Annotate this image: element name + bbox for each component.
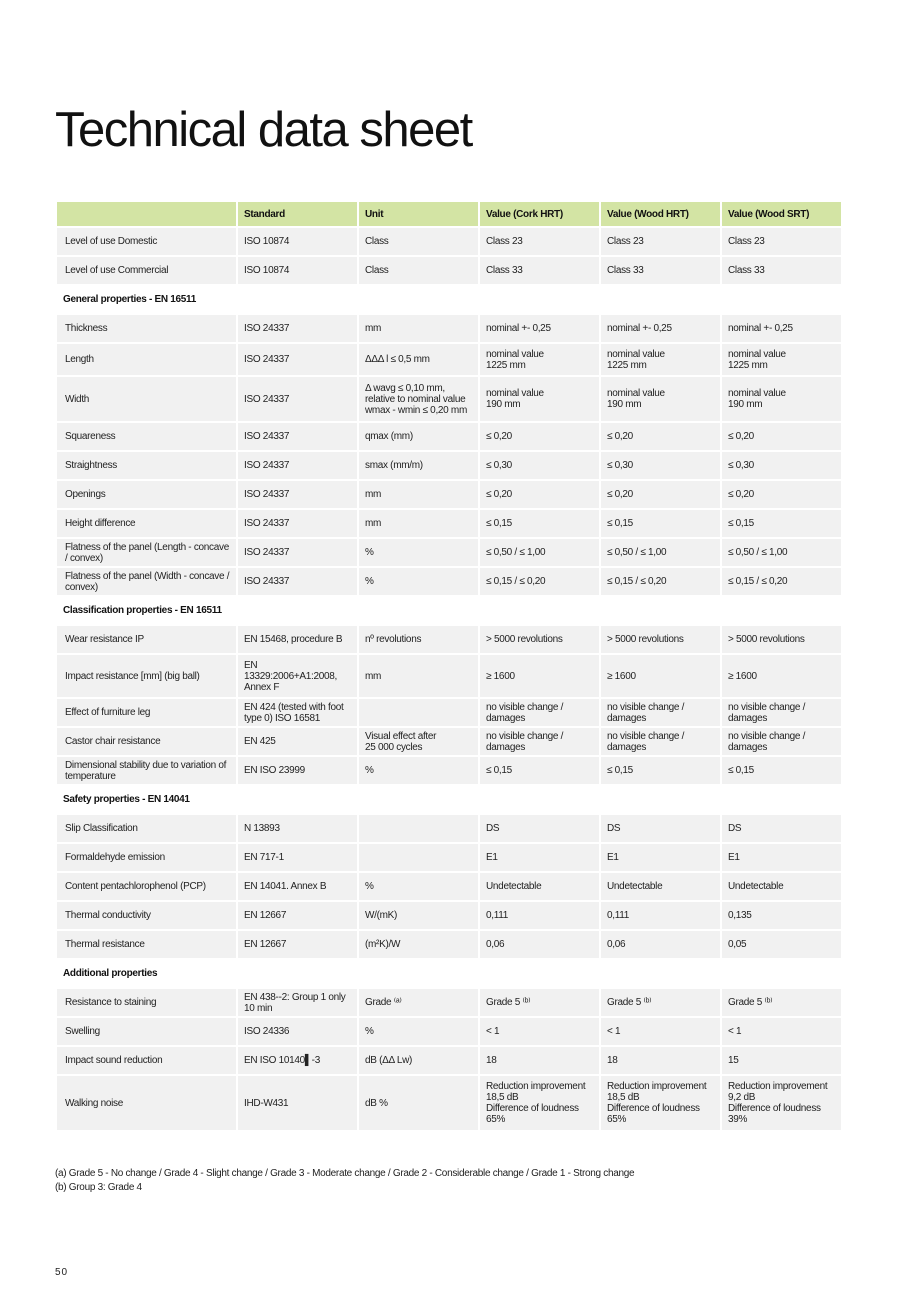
cell-unit: dB (ΔΔ Lw)	[359, 1047, 478, 1074]
cell-wood-hrt: no visible change / damages	[601, 728, 720, 755]
cell-property: Castor chair resistance	[57, 728, 236, 755]
cell-wood-hrt: ≤ 0,20	[601, 481, 720, 508]
cell-wood-srt: ≤ 0,15	[722, 510, 841, 537]
table-row	[57, 873, 841, 900]
cell-property: Flatness of the panel (Length - concave / convex)	[57, 539, 236, 566]
cell-standard: ISO 24336	[238, 1018, 357, 1045]
section-header	[57, 597, 841, 624]
cell-wood-hrt: ≤ 0,30	[601, 452, 720, 479]
cell-standard: ISO 24337	[238, 452, 357, 479]
table-row	[57, 539, 841, 566]
cell-unit: W/(mK)	[359, 902, 478, 929]
cell-property: Flatness of the panel (Width - concave / convex)	[57, 568, 236, 595]
cell-wood-srt: nominal value 190 mm	[722, 377, 841, 421]
cell-unit: mm	[359, 510, 478, 537]
header-cell-property	[57, 202, 236, 226]
footnote-a: (a) Grade 5 - No change / Grade 4 - Slight change / Grade 3 - Moderate change / Grade 2 - Considerable change / Grade 1 - Strong change	[55, 1168, 635, 1179]
cell-property: Impact sound reduction	[57, 1047, 236, 1074]
cell-cork-hrt: nominal value 190 mm	[480, 377, 599, 421]
cell-unit: (m²K)/W	[359, 931, 478, 958]
cell-cork-hrt: ≥ 1600	[480, 655, 599, 697]
cell-wood-srt: DS	[722, 815, 841, 842]
cell-property: Wear resistance IP	[57, 626, 236, 653]
cell-property: Openings	[57, 481, 236, 508]
cell-wood-hrt: > 5000 revolutions	[601, 626, 720, 653]
cell-wood-hrt: ≥ 1600	[601, 655, 720, 697]
cell-unit: %	[359, 539, 478, 566]
table-row	[57, 452, 841, 479]
cell-property: Slip Classification	[57, 815, 236, 842]
cell-unit: nº revolutions	[359, 626, 478, 653]
cell-cork-hrt: 0,111	[480, 902, 599, 929]
cell-cork-hrt: ≤ 0,15	[480, 757, 599, 784]
section-title: General properties - EN 16511	[63, 294, 197, 305]
cell-wood-srt: ≤ 0,20	[722, 481, 841, 508]
cell-standard: EN 425	[238, 728, 357, 755]
cell-wood-srt: < 1	[722, 1018, 841, 1045]
table-row	[57, 344, 841, 375]
cell-standard: EN 13329:2006+A1:2008, Annex F	[238, 655, 357, 697]
cell-wood-srt: ≥ 1600	[722, 655, 841, 697]
cell-wood-hrt: 0,06	[601, 931, 720, 958]
cell-wood-srt: no visible change / damages	[722, 699, 841, 726]
table-row	[57, 228, 841, 255]
table-row	[57, 1047, 841, 1074]
cell-wood-srt: 0,135	[722, 902, 841, 929]
section-header	[57, 960, 841, 987]
cell-standard: ISO 24337	[238, 568, 357, 595]
table-row	[57, 481, 841, 508]
footnotes	[55, 1167, 634, 1195]
cell-cork-hrt: 0,06	[480, 931, 599, 958]
cell-cork-hrt: Grade 5 ⁽ᵇ⁾	[480, 989, 599, 1016]
cell-cork-hrt: ≤ 0,20	[480, 481, 599, 508]
cell-wood-hrt: ≤ 0,20	[601, 423, 720, 450]
cell-standard: ISO 10874	[238, 228, 357, 255]
cell-cork-hrt: nominal +- 0,25	[480, 315, 599, 342]
cell-cork-hrt: ≤ 0,30	[480, 452, 599, 479]
table-row	[57, 626, 841, 653]
cell-property: Straightness	[57, 452, 236, 479]
cell-unit: Class	[359, 228, 478, 255]
cell-unit	[359, 844, 478, 871]
cell-property: Squareness	[57, 423, 236, 450]
section-header	[57, 286, 841, 313]
cell-standard: ISO 24337	[238, 344, 357, 375]
cell-cork-hrt: ≤ 0,15 / ≤ 0,20	[480, 568, 599, 595]
table-row	[57, 699, 841, 726]
cell-property: Swelling	[57, 1018, 236, 1045]
cell-wood-hrt: 0,111	[601, 902, 720, 929]
cell-standard: ISO 24337	[238, 423, 357, 450]
cell-wood-srt: ≤ 0,20	[722, 423, 841, 450]
cell-cork-hrt: no visible change / damages	[480, 728, 599, 755]
header-cell-wood-srt: Value (Wood SRT)	[722, 202, 841, 226]
cell-unit: %	[359, 568, 478, 595]
cell-standard: N 13893	[238, 815, 357, 842]
table-body	[57, 202, 841, 1130]
table-row	[57, 510, 841, 537]
cell-unit: qmax (mm)	[359, 423, 478, 450]
cell-standard: EN 424 (tested with foot type 0) ISO 16581	[238, 699, 357, 726]
technical-data-table	[55, 200, 843, 1132]
cell-cork-hrt: Reduction improvement 18,5 dB Difference of loudness 65%	[480, 1076, 599, 1130]
table-row	[57, 815, 841, 842]
cell-wood-hrt: no visible change / damages	[601, 699, 720, 726]
cell-unit: mm	[359, 655, 478, 697]
table-row	[57, 1018, 841, 1045]
table-row	[57, 989, 841, 1016]
cell-cork-hrt: E1	[480, 844, 599, 871]
section-title: Additional properties	[63, 968, 158, 979]
cell-cork-hrt: Class 33	[480, 257, 599, 284]
cell-property: Thickness	[57, 315, 236, 342]
cell-wood-hrt: nominal value 1225 mm	[601, 344, 720, 375]
cell-standard: IHD-W431	[238, 1076, 357, 1130]
cell-unit: Grade ⁽ᵃ⁾	[359, 989, 478, 1016]
table-row	[57, 728, 841, 755]
cell-wood-hrt: ≤ 0,50 / ≤ 1,00	[601, 539, 720, 566]
cell-wood-srt: nominal value 1225 mm	[722, 344, 841, 375]
page-number: 50	[55, 1267, 69, 1278]
cell-unit: Visual effect after 25 000 cycles	[359, 728, 478, 755]
cell-property: Effect of furniture leg	[57, 699, 236, 726]
cell-wood-hrt: Undetectable	[601, 873, 720, 900]
cell-cork-hrt: Undetectable	[480, 873, 599, 900]
cell-property: Thermal resistance	[57, 931, 236, 958]
table-row	[57, 844, 841, 871]
cell-cork-hrt: ≤ 0,20	[480, 423, 599, 450]
cell-standard: EN 717-1	[238, 844, 357, 871]
cell-wood-hrt: E1	[601, 844, 720, 871]
cell-unit: mm	[359, 481, 478, 508]
cell-wood-srt: > 5000 revolutions	[722, 626, 841, 653]
section-title: Safety properties - EN 14041	[63, 794, 190, 805]
cell-wood-srt: ≤ 0,15	[722, 757, 841, 784]
cell-wood-srt: ≤ 0,50 / ≤ 1,00	[722, 539, 841, 566]
cell-wood-srt: Class 33	[722, 257, 841, 284]
cell-unit: dB %	[359, 1076, 478, 1130]
cell-wood-hrt: ≤ 0,15	[601, 510, 720, 537]
cell-wood-hrt: Class 33	[601, 257, 720, 284]
cell-cork-hrt: DS	[480, 815, 599, 842]
table-row	[57, 315, 841, 342]
page-title: Technical data sheet	[55, 103, 472, 157]
cell-wood-srt: no visible change / damages	[722, 728, 841, 755]
header-cell-cork-hrt: Value (Cork HRT)	[480, 202, 599, 226]
cell-unit: smax (mm/m)	[359, 452, 478, 479]
cell-standard: EN ISO 10140▌-3	[238, 1047, 357, 1074]
cell-unit: mm	[359, 315, 478, 342]
section-title: Classification properties - EN 16511	[63, 605, 222, 616]
cell-standard: EN ISO 23999	[238, 757, 357, 784]
cell-unit: %	[359, 873, 478, 900]
cell-standard: ISO 24337	[238, 539, 357, 566]
cell-standard: EN 438--2: Group 1 only 10 min	[238, 989, 357, 1016]
header-cell-wood-hrt: Value (Wood HRT)	[601, 202, 720, 226]
cell-cork-hrt: < 1	[480, 1018, 599, 1045]
cell-wood-srt: nominal +- 0,25	[722, 315, 841, 342]
cell-standard: EN 15468, procedure B	[238, 626, 357, 653]
cell-property: Impact resistance [mm] (big ball)	[57, 655, 236, 697]
cell-wood-srt: ≤ 0,30	[722, 452, 841, 479]
cell-property: Walking noise	[57, 1076, 236, 1130]
cell-cork-hrt: ≤ 0,50 / ≤ 1,00	[480, 539, 599, 566]
table-row	[57, 257, 841, 284]
cell-standard: EN 12667	[238, 931, 357, 958]
footnote-b: (b) Group 3: Grade 4	[55, 1182, 142, 1193]
cell-standard: ISO 24337	[238, 481, 357, 508]
header-cell-unit: Unit	[359, 202, 478, 226]
cell-wood-hrt: nominal +- 0,25	[601, 315, 720, 342]
table-row	[57, 568, 841, 595]
cell-wood-srt: Class 23	[722, 228, 841, 255]
cell-standard: ISO 24337	[238, 377, 357, 421]
cell-wood-hrt: Reduction improvement 18,5 dB Difference of loudness 65%	[601, 1076, 720, 1130]
cell-property: Thermal conductivity	[57, 902, 236, 929]
table-row	[57, 1076, 841, 1130]
cell-wood-hrt: ≤ 0,15	[601, 757, 720, 784]
cell-wood-srt: Grade 5 ⁽ᵇ⁾	[722, 989, 841, 1016]
cell-property: Resistance to staining	[57, 989, 236, 1016]
cell-wood-hrt: DS	[601, 815, 720, 842]
table-row	[57, 931, 841, 958]
cell-wood-srt: Reduction improvement 9,2 dB Difference of loudness 39%	[722, 1076, 841, 1130]
cell-property: Length	[57, 344, 236, 375]
table-row	[57, 902, 841, 929]
table-header-row	[57, 202, 841, 226]
table-row	[57, 655, 841, 697]
cell-cork-hrt: ≤ 0,15	[480, 510, 599, 537]
cell-wood-hrt: 18	[601, 1047, 720, 1074]
cell-wood-hrt: nominal value 190 mm	[601, 377, 720, 421]
cell-unit	[359, 815, 478, 842]
table-row	[57, 423, 841, 450]
cell-property: Level of use Commercial	[57, 257, 236, 284]
section-header	[57, 786, 841, 813]
cell-wood-srt: 0,05	[722, 931, 841, 958]
cell-wood-hrt: Class 23	[601, 228, 720, 255]
cell-property: Width	[57, 377, 236, 421]
cell-unit: %	[359, 1018, 478, 1045]
cell-standard: ISO 24337	[238, 315, 357, 342]
cell-wood-hrt: < 1	[601, 1018, 720, 1045]
cell-unit: ΔΔΔ l ≤ 0,5 mm	[359, 344, 478, 375]
table-row	[57, 757, 841, 784]
cell-wood-hrt: Grade 5 ⁽ᵇ⁾	[601, 989, 720, 1016]
cell-unit: %	[359, 757, 478, 784]
cell-wood-srt: Undetectable	[722, 873, 841, 900]
cell-standard: ISO 10874	[238, 257, 357, 284]
cell-wood-hrt: ≤ 0,15 / ≤ 0,20	[601, 568, 720, 595]
cell-standard: EN 14041. Annex B	[238, 873, 357, 900]
cell-standard: ISO 24337	[238, 510, 357, 537]
cell-wood-srt: ≤ 0,15 / ≤ 0,20	[722, 568, 841, 595]
cell-wood-srt: E1	[722, 844, 841, 871]
cell-property: Dimensional stability due to variation of temperature	[57, 757, 236, 784]
cell-property: Formaldehyde emission	[57, 844, 236, 871]
cell-unit: Class	[359, 257, 478, 284]
cell-cork-hrt: > 5000 revolutions	[480, 626, 599, 653]
table-row	[57, 377, 841, 421]
cell-unit: Δ wavg ≤ 0,10 mm, relative to nominal value wmax - wmin ≤ 0,20 mm	[359, 377, 478, 421]
cell-standard: EN 12667	[238, 902, 357, 929]
cell-unit	[359, 699, 478, 726]
cell-cork-hrt: nominal value 1225 mm	[480, 344, 599, 375]
cell-cork-hrt: 18	[480, 1047, 599, 1074]
cell-property: Content pentachlorophenol (PCP)	[57, 873, 236, 900]
cell-property: Level of use Domestic	[57, 228, 236, 255]
header-cell-standard: Standard	[238, 202, 357, 226]
cell-wood-srt: 15	[722, 1047, 841, 1074]
cell-cork-hrt: no visible change / damages	[480, 699, 599, 726]
cell-property: Height difference	[57, 510, 236, 537]
cell-cork-hrt: Class 23	[480, 228, 599, 255]
